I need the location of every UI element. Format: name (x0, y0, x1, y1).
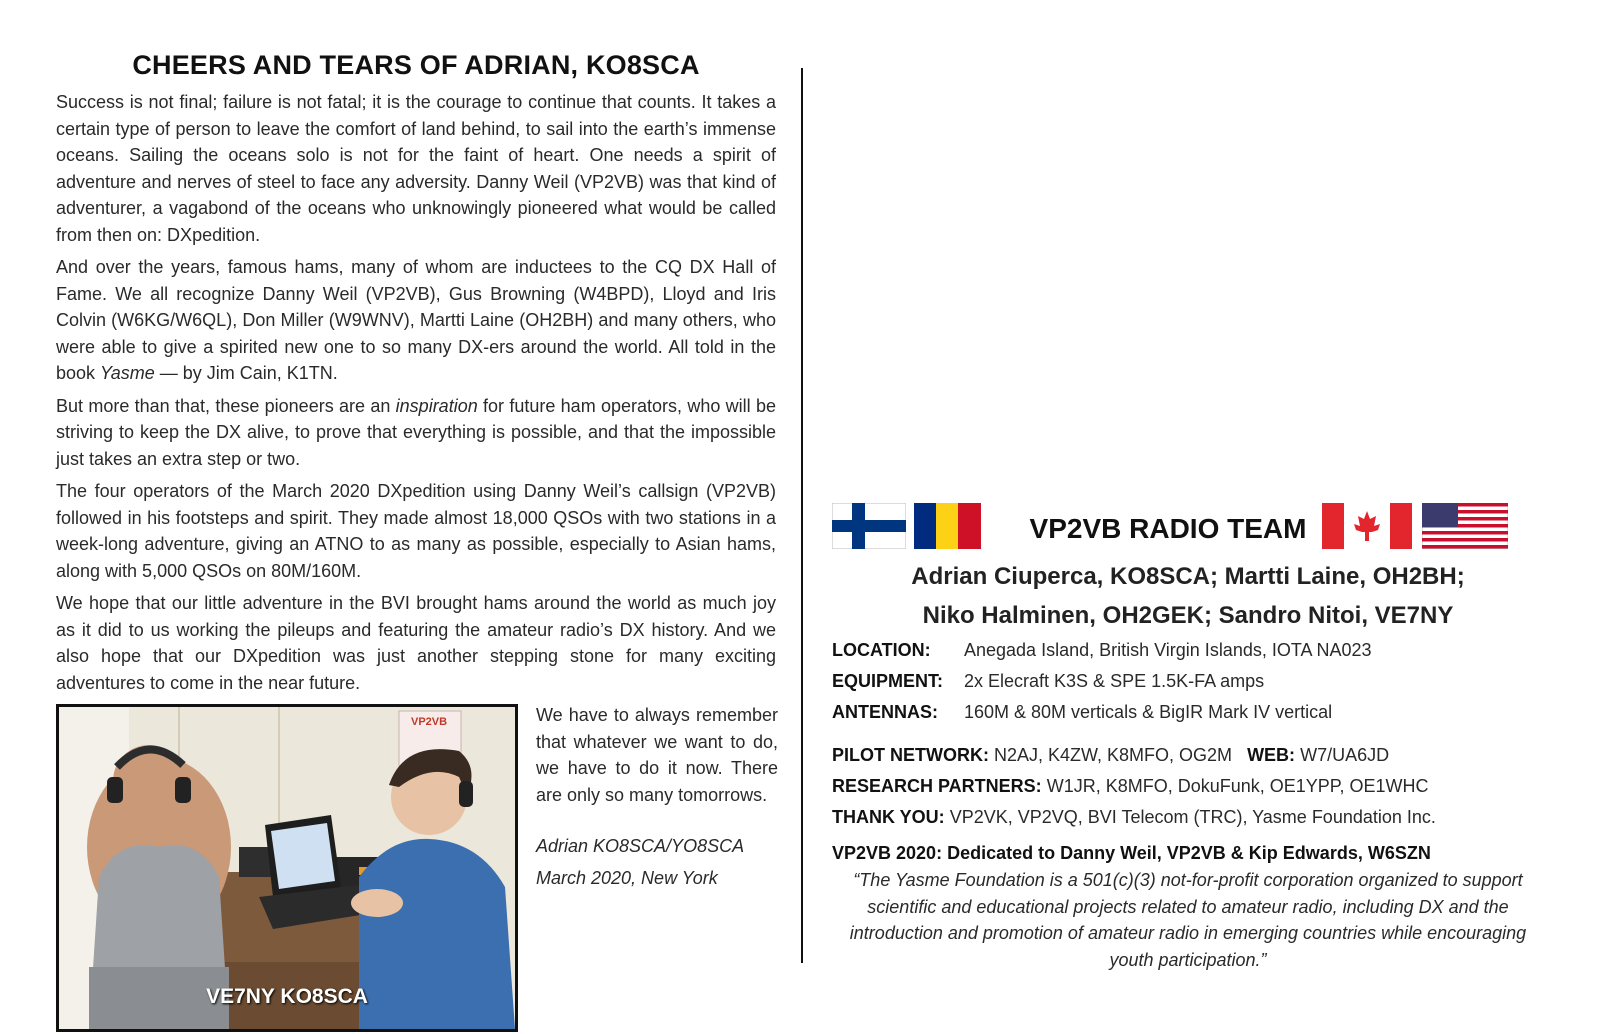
romania-flag-icon (914, 503, 981, 549)
finland-flag-icon (832, 503, 906, 549)
signature (536, 830, 778, 894)
members-line-1: Adrian Ciuperca, KO8SCA; Martti Laine, OH2BH; (911, 563, 1465, 590)
canada-flag-icon (1322, 503, 1412, 549)
team-title: VP2VB RADIO TEAM (1029, 513, 1307, 544)
article-paragraph-3: But more than that, these pioneers are an inspiration for future ham operators, who will be striving to keep the DX alive, to prove that everything is possible, and that the impossible just takes an extra step or two. (56, 395, 777, 469)
operators-photo (56, 704, 518, 1032)
article-paragraph-2: And over the years, famous hams, many of whom are inductees to the CQ DX Hall of Fame. We all recognize Danny Weil (VP2VB), Gus Browning (W4BPD), Lloyd and Iris Colvin (W6KG/W6QL), Don Miller (W9WNV), Martti Laine (OH2BH) and many others, who were able to give a spirited new one to so many DX-ers around the world. All told in the book Yasme — by Jim Cain, K1TN. (56, 257, 776, 383)
article (56, 50, 776, 1034)
usa-flag-icon (1422, 503, 1508, 549)
article-paragraph-4: The four operators of the March 2020 DXpedition using Danny Weil’s callsign (VP2VB) followed in his footsteps and spirit. They made almost 18,000 QSOs with two stations in a week-long adventure, giving an ATNO to as many as possible, especially to Asian hams, along with 5,000 QSOs on 80M/160M. (56, 481, 776, 581)
svg-text:VP2VB: VP2VB (411, 716, 448, 728)
members-line-2: Niko Halminen, OH2GEK; Sandro Nitoi, VE7NY (922, 602, 1454, 629)
photo-illustration (59, 707, 515, 1029)
team-header (832, 503, 1544, 555)
equipment-row: EQUIPMENT: 2x Elecraft K3S & SPE 1.5K-FA amps (832, 671, 1265, 691)
photo-caption: VE7NY KO8SCA (206, 985, 368, 1008)
signature-name: Adrian KO8SCA/YO8SCA (536, 836, 745, 856)
signature-date: March 2020, New York (536, 868, 718, 888)
article-paragraph-5: We hope that our little adventure in the BVI brought hams around the world as much joy as it did to us working the pileups and featuring the amateur radio’s DX history. And we also hope that our DXpedition was just another stepping stone for many exciting adventures to come in the near future. (56, 593, 776, 693)
column-divider (801, 68, 803, 963)
article-title: CHEERS AND TEARS OF ADRIAN, KO8SCA (132, 50, 700, 80)
sidebar-quote (536, 702, 778, 894)
research-partners-row: RESEARCH PARTNERS: W1JR, K8MFO, DokuFunk, OE1YPP, OE1WHC (832, 776, 1429, 796)
dedication: VP2VB 2020: Dedicated to Danny Weil, VP2VB & Kip Edwards, W6SZN (832, 843, 1431, 863)
thank-you-row: THANK YOU: VP2VK, VP2VQ, BVI Telecom (TRC), Yasme Foundation Inc. (832, 807, 1436, 827)
team-box (832, 503, 1544, 973)
pilot-network-row: PILOT NETWORK: N2AJ, K4ZW, K8MFO, OG2M WEB: W7/UA6JD (832, 745, 1390, 765)
article-paragraph-1: Success is not final; failure is not fatal; it is the courage to continue that counts. It takes a certain type of person to leave the comfort of land behind, to sail into the earth’s immense oceans. Sailing the oceans solo is not for the faint of heart. One needs a spirit of adventure and nerves of steel to face any adversity. Danny Weil (VP2VB) was that kind of adventurer, a vagabond of the oceans who unknowingly pioneered what would be called from then on: DXpedition. (56, 92, 776, 245)
location-row: LOCATION: Anegada Island, British Virgin Islands, IOTA NA023 (832, 640, 1372, 660)
yasme-quote: “The Yasme Foundation is a 501(c)(3) not-for-profit corporation organized to support scientific and educational projects related to amateur radio, including DX and the introduction and promotion of amateur radio in emerging countries while encouraging youth participation.” (849, 870, 1527, 970)
aside-text: We have to always remember that whatever we want to do, we have to do it now. There are only so many tomorrows. (536, 705, 778, 805)
expedition-info (832, 635, 1544, 833)
antennas-row: ANTENNAS: 160M & 80M verticals & BigIR Mark IV vertical (832, 702, 1333, 722)
team-members (832, 557, 1544, 635)
photo-row (56, 704, 776, 1034)
